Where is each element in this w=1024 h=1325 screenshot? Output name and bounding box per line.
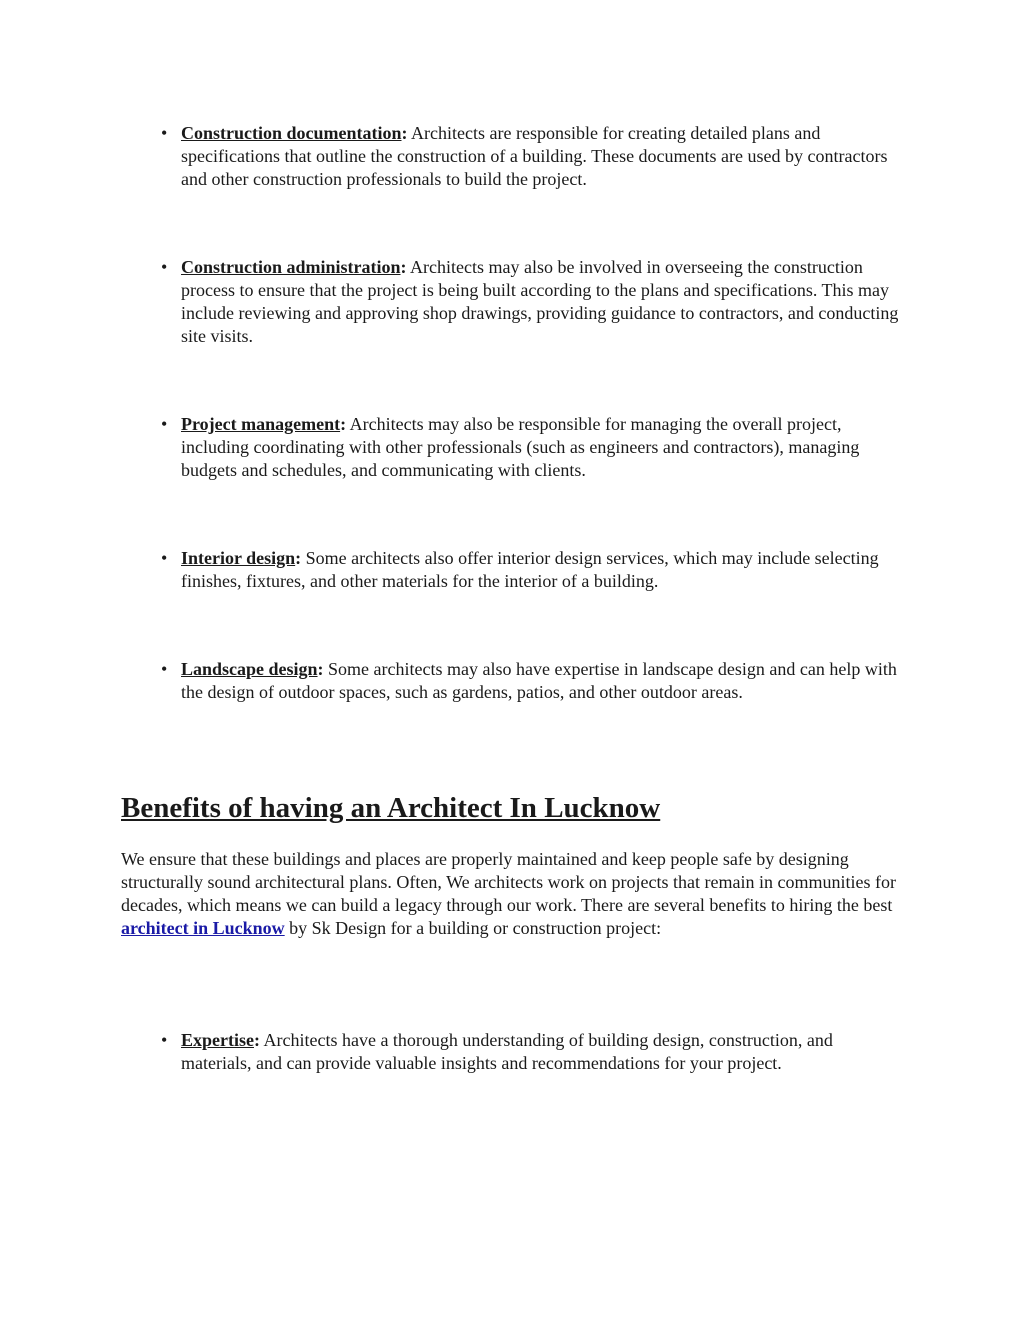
bullet-dot: • bbox=[161, 123, 168, 143]
bullet-description: Architects may also be responsible for managing the overall project, including coordinating with other professionals (such as engineers and contractors), managing budgets and schedules, and communicating with clients. bbox=[181, 414, 860, 480]
bullet-colon: : bbox=[317, 659, 324, 679]
bullet-description: Some architects may also have expertise in landscape design and can help with the design of outdoor spaces, such as gardens, patios, and other outdoor areas. bbox=[181, 659, 897, 702]
bullet-dot: • bbox=[161, 659, 168, 679]
paragraph-text-before-link: We ensure that these buildings and places are properly maintained and keep people safe by designing structurally sound architectural plans. Often, We architects work on projects that remain in communities for decades, which means we can build a legacy through our work. There are several benefits to hiring the best bbox=[121, 849, 896, 915]
bullet-dot: • bbox=[161, 257, 168, 277]
bullet-colon: : bbox=[340, 414, 347, 434]
paragraph-text-after-link: by Sk Design for a building or construction project: bbox=[284, 918, 662, 938]
bullet-colon: : bbox=[253, 1030, 260, 1050]
bullet-term: Construction documentation bbox=[181, 123, 402, 143]
bullet-term: Interior design bbox=[181, 548, 296, 568]
list-item-expertise bbox=[161, 1029, 901, 1075]
architect-in-lucknow-link[interactable]: architect in Lucknow bbox=[121, 918, 285, 938]
bullet-description: Architects may also be involved in overseeing the construction process to ensure that the project is being built according to the plans and specifications. This may include reviewing and approving shop drawings, providing guidance to contractors, and conducting site visits. bbox=[181, 257, 899, 346]
list-item-project-management bbox=[161, 413, 901, 482]
bullet-dot: • bbox=[161, 1030, 168, 1050]
section-heading: Benefits of having an Architect In Lucknow bbox=[121, 792, 661, 824]
list-item-landscape-design bbox=[161, 658, 901, 704]
bullet-dot: • bbox=[161, 548, 168, 568]
list-item-construction-administration bbox=[161, 256, 901, 348]
bullet-dot: • bbox=[161, 414, 168, 434]
bullet-description: Some architects also offer interior design services, which may include selecting finishes, fixtures, and other materials for the interior of a building. bbox=[181, 548, 879, 591]
list-item-interior-design bbox=[161, 547, 901, 593]
bullet-description: Architects have a thorough understanding of building design, construction, and materials, and can provide valuable insights and recommendations for your project. bbox=[181, 1030, 833, 1073]
bullet-colon: : bbox=[295, 548, 302, 568]
bullet-description: Architects are responsible for creating detailed plans and specifications that outline the construction of a building. These documents are used by contractors and other construction professionals to build the project. bbox=[181, 123, 888, 189]
list-item-construction-documentation bbox=[161, 122, 901, 191]
bullet-term: Landscape design bbox=[181, 659, 318, 679]
bullet-colon: : bbox=[401, 123, 408, 143]
bullet-colon: : bbox=[400, 257, 407, 277]
bullet-term: Project management bbox=[181, 414, 341, 434]
bullet-term: Construction administration bbox=[181, 257, 401, 277]
bullet-term: Expertise bbox=[181, 1030, 254, 1050]
section-paragraph bbox=[121, 848, 911, 940]
